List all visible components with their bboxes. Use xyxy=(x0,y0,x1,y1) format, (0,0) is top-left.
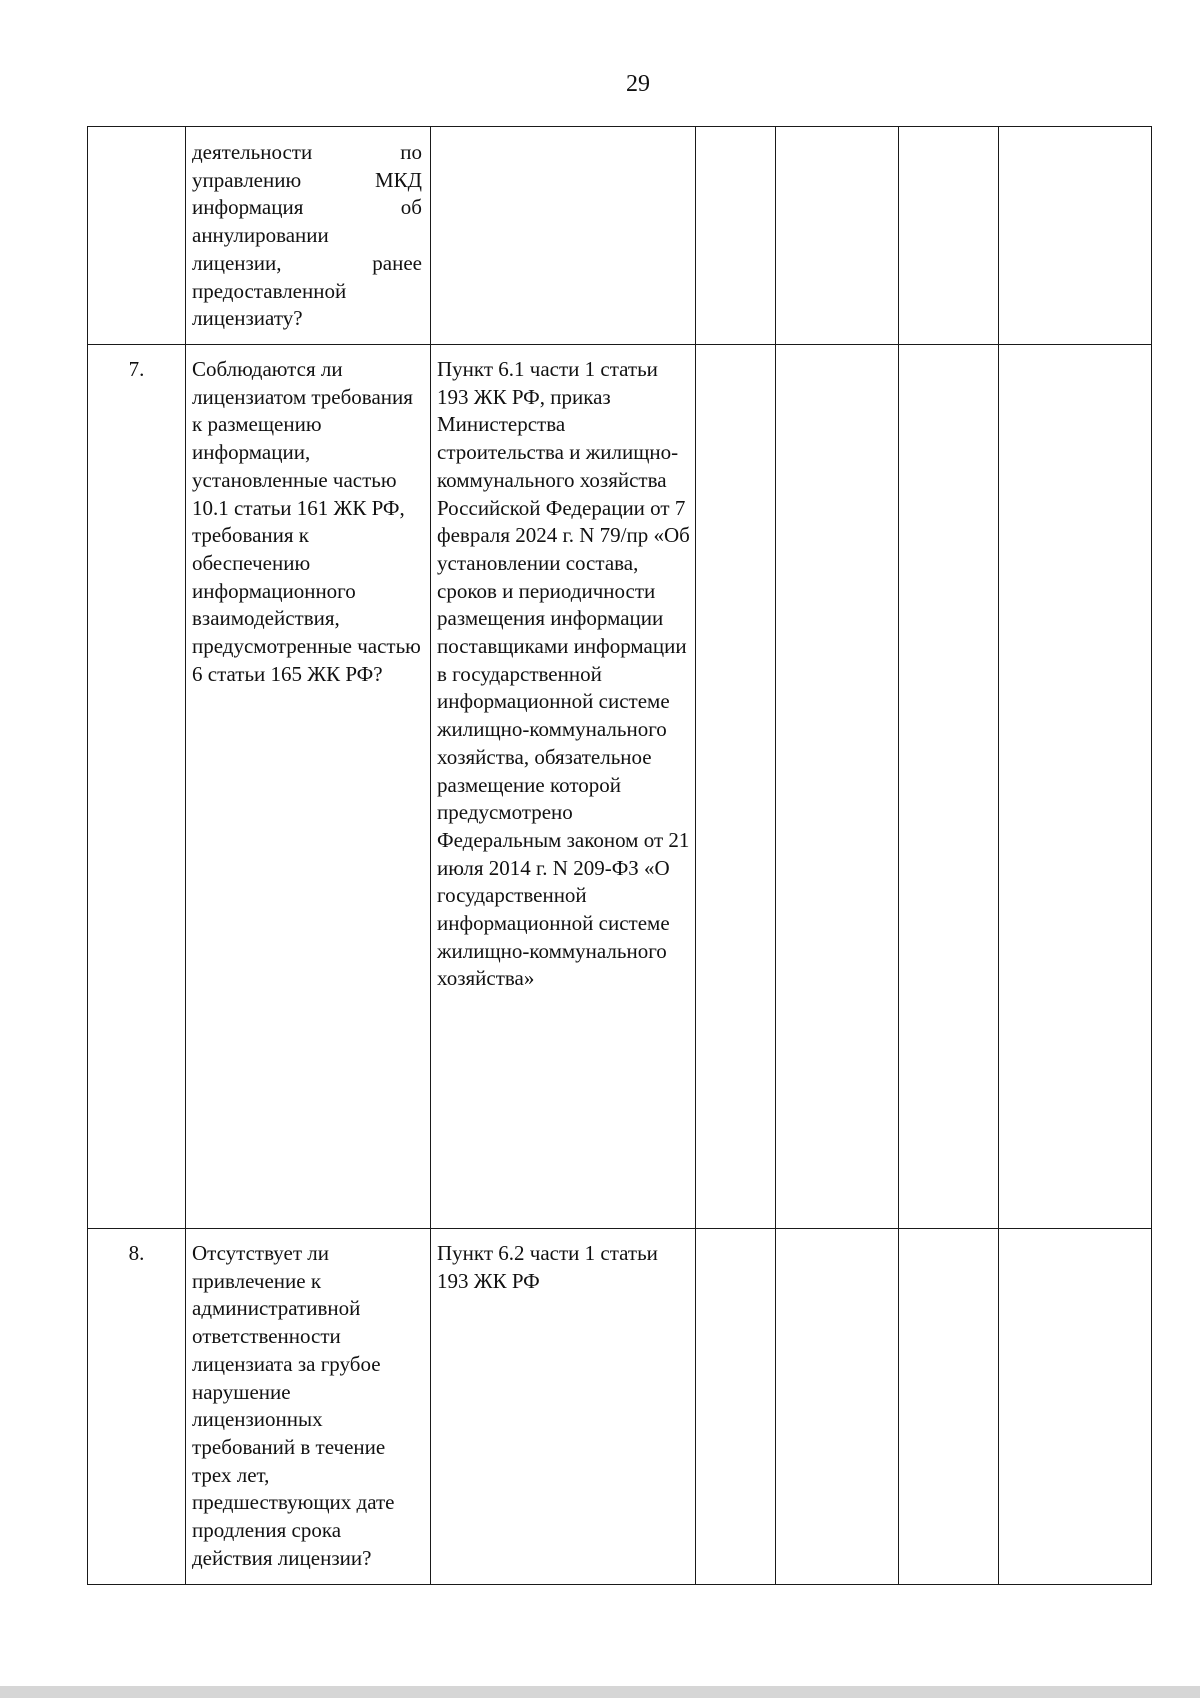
empty-cell xyxy=(899,345,999,1229)
empty-cell xyxy=(999,345,1152,1229)
question-line: деятельности по xyxy=(192,140,422,164)
row-number-cell xyxy=(88,1229,186,1585)
question-line: информация об xyxy=(192,195,422,220)
checklist-table xyxy=(87,126,1152,1585)
row-number-cell xyxy=(88,127,186,345)
table-row-8 xyxy=(88,1229,1152,1585)
empty-cell xyxy=(696,345,776,1229)
question-line: управлению МКД xyxy=(192,167,422,192)
reference-text: Пункт 6.2 части 1 статьи 193 ЖК РФ xyxy=(437,1241,658,1293)
row-number: 7. xyxy=(128,357,145,381)
empty-cell xyxy=(776,1229,899,1585)
question-text: Соблюдаются ли лицензиатом требования к размещению информации, установленные частью 10.1 статьи 161 ЖК РФ, требования к обеспечению информационного взаимодействия, предусмотренные частью 6 статьи 165 ЖК РФ? xyxy=(192,357,421,686)
reference-text: Пункт 6.1 части 1 статьи 193 ЖК РФ, приказ Министерства строительства и жилищно-коммунального хозяйства Российской Федерации от 7 февраля 2024 г. N 79/пр «Об установлении состава, сроков и периодичности размещения информации поставщиками информации в государственной информационной системе жилищно-коммунального хозяйства, обязательное размещение которой предусмотрено Федеральным законом от 21 июля 2014 г. N 209-ФЗ «О государственной информационной системе жилищно-коммунального хозяйства» xyxy=(437,357,690,991)
empty-cell xyxy=(999,127,1152,345)
question-line: аннулировании xyxy=(192,223,329,248)
empty-cell xyxy=(999,1229,1152,1585)
row-number-cell xyxy=(88,345,186,1229)
question-cell xyxy=(186,127,431,345)
question-cell xyxy=(186,1229,431,1585)
reference-cell xyxy=(431,127,696,345)
empty-cell xyxy=(899,127,999,345)
question-line: лицензии, ранее xyxy=(192,250,422,275)
page-number: 29 xyxy=(626,71,650,97)
reference-cell xyxy=(431,1229,696,1585)
empty-cell xyxy=(899,1229,999,1585)
table-row-continued xyxy=(88,127,1152,345)
empty-cell xyxy=(696,1229,776,1585)
question-line: лицензиату? xyxy=(192,306,303,331)
question-line: предоставленной xyxy=(192,278,347,303)
scan-edge xyxy=(0,1686,1200,1698)
empty-cell xyxy=(696,127,776,345)
empty-cell xyxy=(776,127,899,345)
question-cell xyxy=(186,345,431,1229)
empty-cell xyxy=(776,345,899,1229)
table-row-7 xyxy=(88,345,1152,1229)
row-number: 8. xyxy=(128,1241,145,1265)
question-text: Отсутствует ли привлечение к административной ответственности лицензиата за грубое нарушение лицензионных требований в течение трех лет, предшествующих дате продления срока действия лицензии? xyxy=(192,1241,395,1570)
reference-cell xyxy=(431,345,696,1229)
